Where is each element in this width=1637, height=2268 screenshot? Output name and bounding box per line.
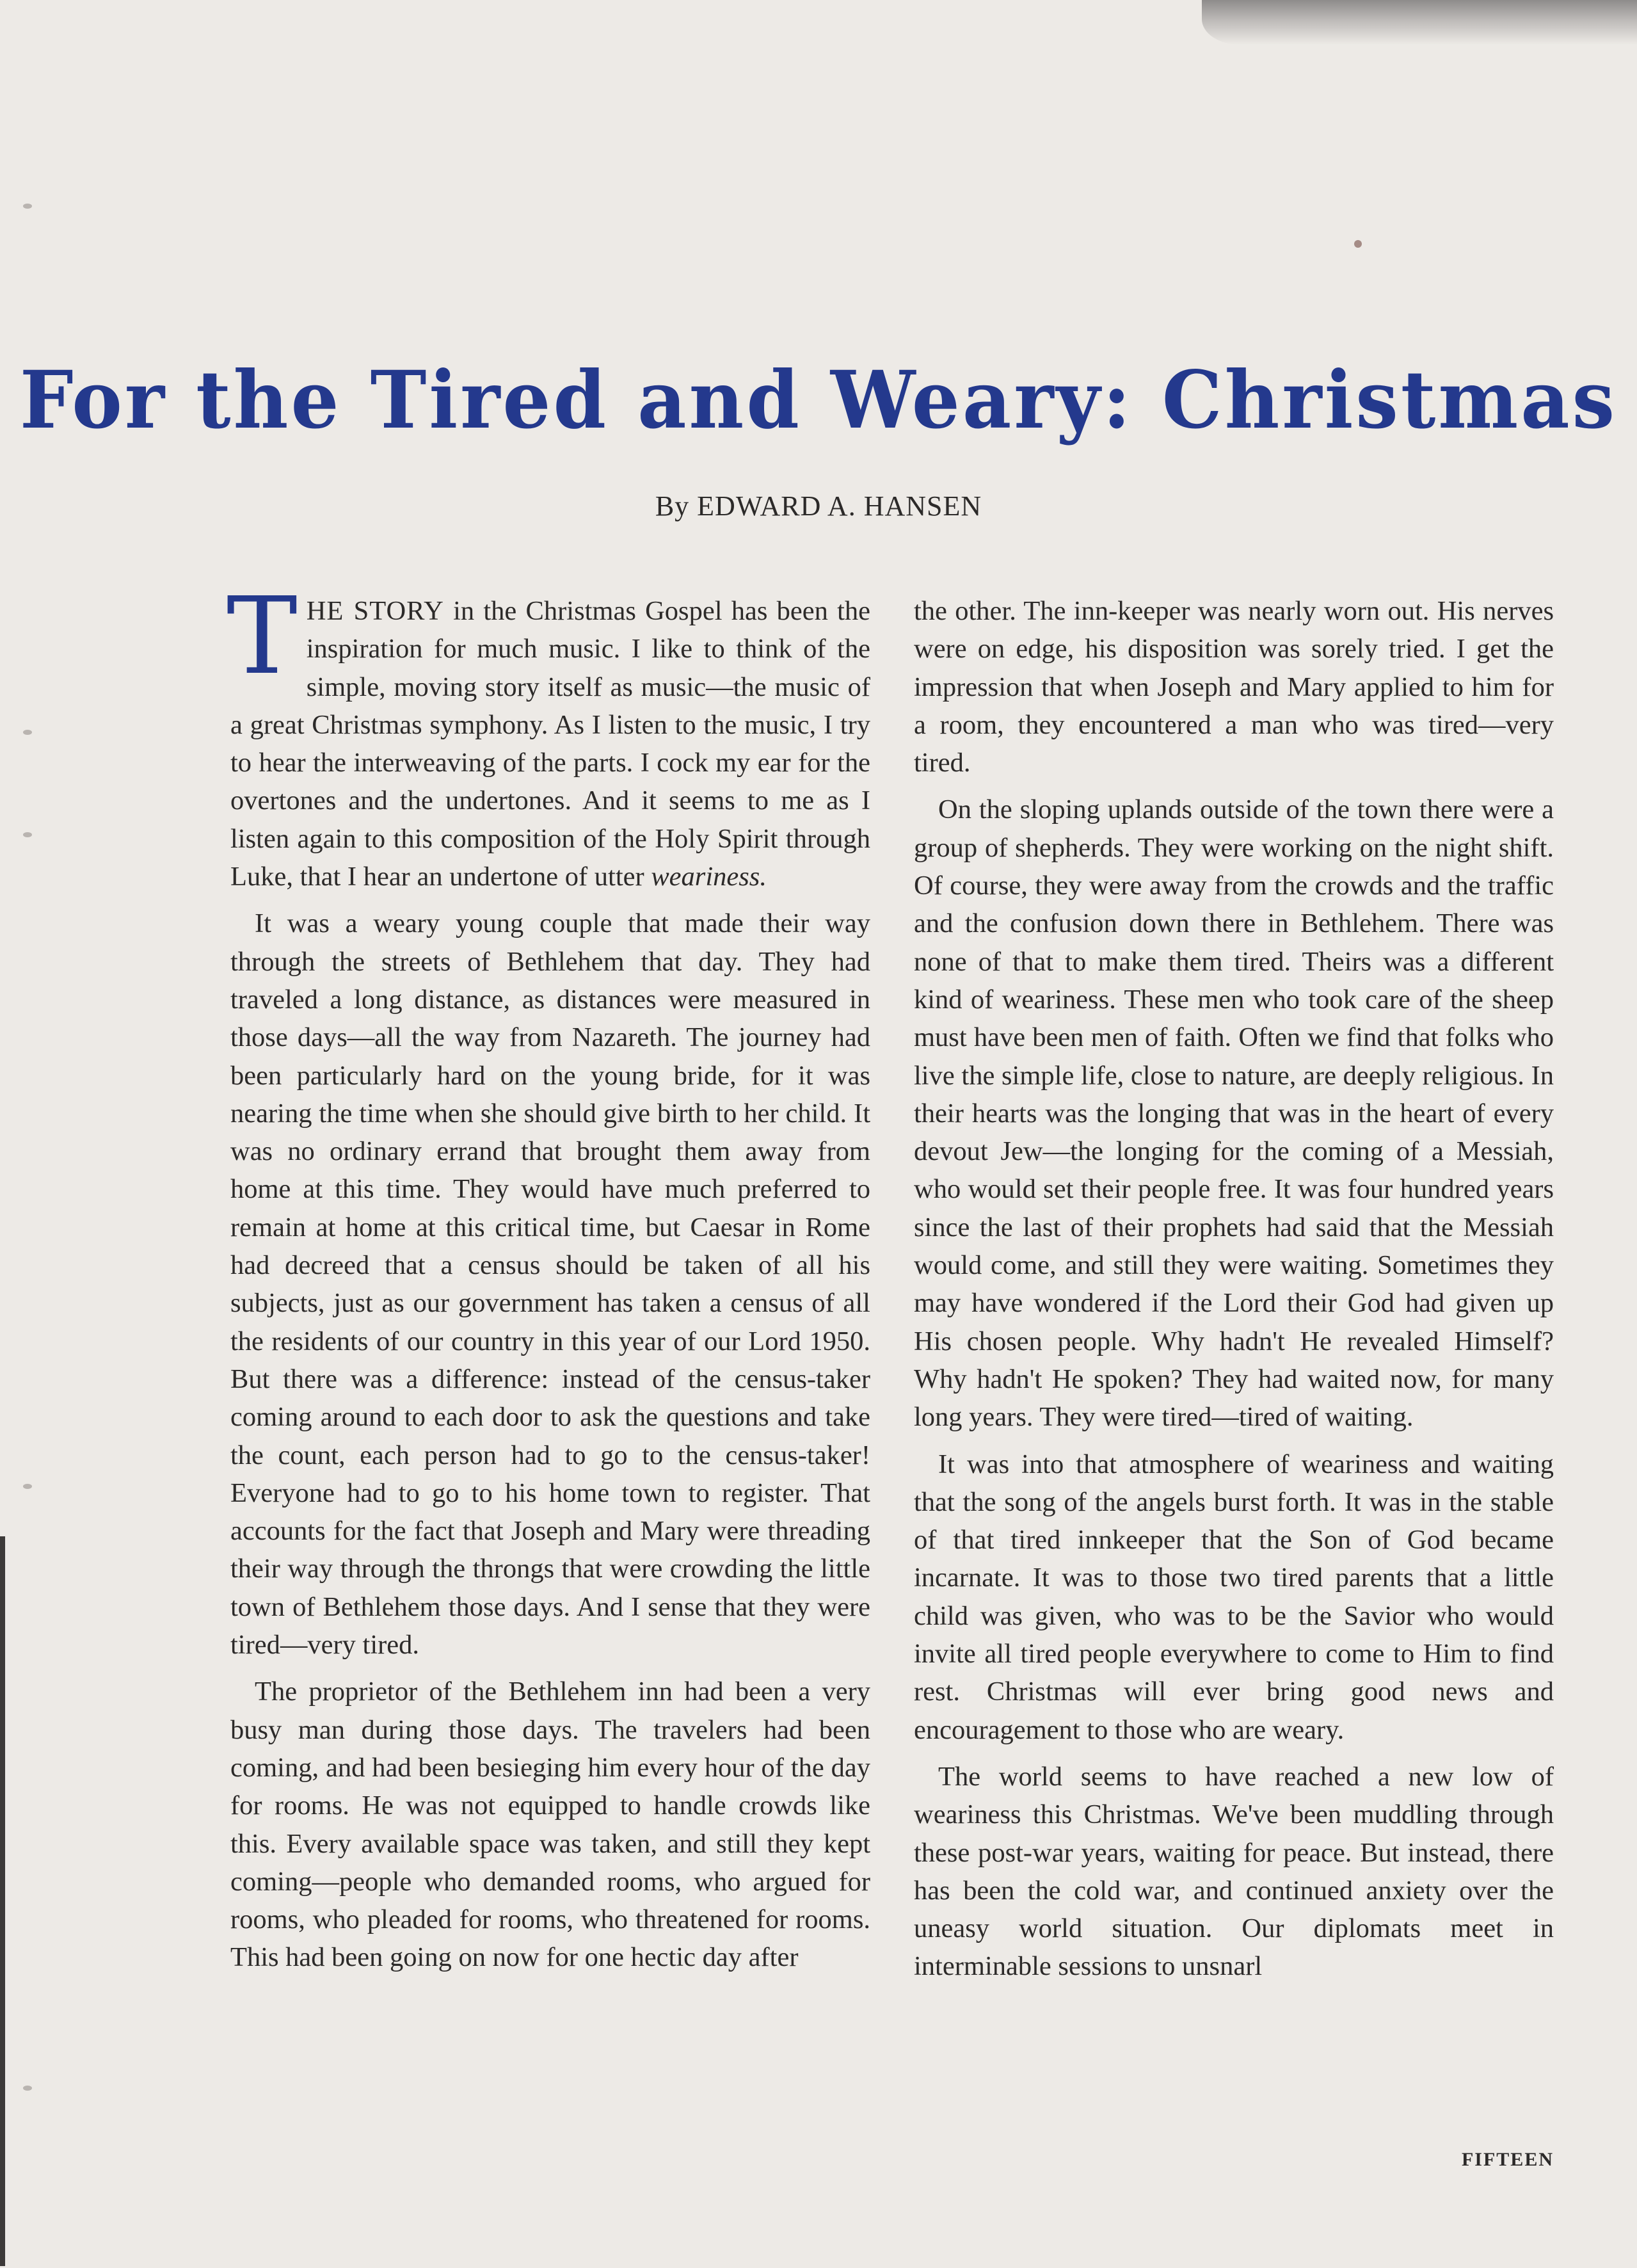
paragraph: It was into that atmosphere of weariness and waiting that the song of the angels burst forth. It was in the stable of that tired innkeeper that the Son of God became incarnate. It was to those two tired parents that a little child was given, who was to be the Savior who would invite all tired people everywhere to come to Him to find rest. Christmas will ever bring good news and encouragement to those who are weary. <box>914 1449 1554 1745</box>
page-edge-dark <box>0 1536 5 2266</box>
binding-holes <box>0 0 51 2268</box>
paragraph: The world seems to have reached a new low of weariness this Christmas. We've been muddling through these post-war years, waiting for peace. But instead, there has been the cold war, and continued anxiety over the uneasy world situation. Our diplomats meet in interminable sessions to unsnarl <box>914 1761 1554 1982</box>
binding-hole <box>23 730 32 735</box>
page-number: FIFTEEN <box>1461 2149 1554 2170</box>
page-edge-shadow <box>1202 0 1637 45</box>
binding-hole <box>23 204 32 209</box>
left-column <box>227 575 870 1986</box>
paragraph: On the sloping uplands outside of the town there were a group of shepherds. They were working on the night shift. Of course, they were away from the crowds and the traffic and the confusion down there in Bethlehem. There was none of that to make them tired. Theirs was a different kind of weariness. These men who took care of the sheep must have been men of faith. Often we find that folks who live the simple life, close to nature, are deeply religious. In their hearts was the longing that was in the heart of every devout Jew—the longing for the coming of a Messiah, who would set their people free. It was four hundred years since the last of their prophets had said that the Messiah would come, and still they were waiting. Sometimes they may have wondered if the Lord their God had given up His chosen people. Why hadn't He revealed Himself? Why hadn't He spoken? They had waited now, for many long years. They were tired—tired of waiting. <box>914 794 1554 1433</box>
paragraph: It was a weary young couple that made their way through the streets of Bethlehem that day. They had traveled a long distance, as distances were measured in those days—all the way from Nazareth. The journey had been particularly hard on the young bride, for it was nearing the time when she should give birth to her child. It was no ordinary errand that brought them away from home at this time. They would have much preferred to remain at home at this critical time, but Caesar in Rome had decreed that a census should be taken of all his subjects, just as our government has taken a census of all the residents of our country in this year of our Lord 1950. But there was a difference: instead of the census-taker coming around to each door to ask the questions and take the count, each person had to go to the census-taker! Everyone had to go to his home town to register. That accounts for the fact that Joseph and Mary were threading their way through the throngs that were crowding the little town of Bethlehem those days. And I sense that they were tired—very tired. <box>230 908 870 1661</box>
drop-cap: T <box>227 575 298 698</box>
article-byline: By EDWARD A. HANSEN <box>655 490 982 522</box>
paragraph-text: in the Christmas Gospel has been the inspiration for much music. I like to think of the simple, moving story itself as music—the music of a great Christmas symphony. As I listen to the music, I try to hear the interweaving of the parts. I cock my ear for the overtones and the undertones. And it seems to me as I listen again to this composition of the Holy Spirit through Luke, that I hear an undertone of utter <box>230 596 870 892</box>
article-title: For the Tired and Weary: Christmas <box>19 353 1618 447</box>
binding-hole <box>23 832 32 837</box>
paragraph: the other. The inn-keeper was nearly worn out. His nerves were on edge, his disposition was sorely tried. I get the impression that when Joseph and Mary applied to him for a room, they encountered a man who was tired—very tired. <box>914 596 1554 778</box>
paragraph: The proprietor of the Bethlehem inn had been a very busy man during those days. The travelers had been coming, and had been besieging him every hour of the day for rooms. He was not equipped to handle crowds like this. Every available space was taken, and still they kept coming—people who demanded rooms, who argued for rooms, who pleaded for rooms, who threatened for rooms. This had been going on now for one hectic day after <box>230 1677 870 1973</box>
right-column <box>914 592 1554 1995</box>
binding-hole <box>23 1484 32 1489</box>
binding-hole <box>23 2086 32 2091</box>
emphasis-text: weariness. <box>651 862 767 892</box>
ink-spot <box>1354 240 1362 248</box>
paragraph <box>227 575 870 896</box>
opening-caps: HE STORY <box>306 596 444 626</box>
